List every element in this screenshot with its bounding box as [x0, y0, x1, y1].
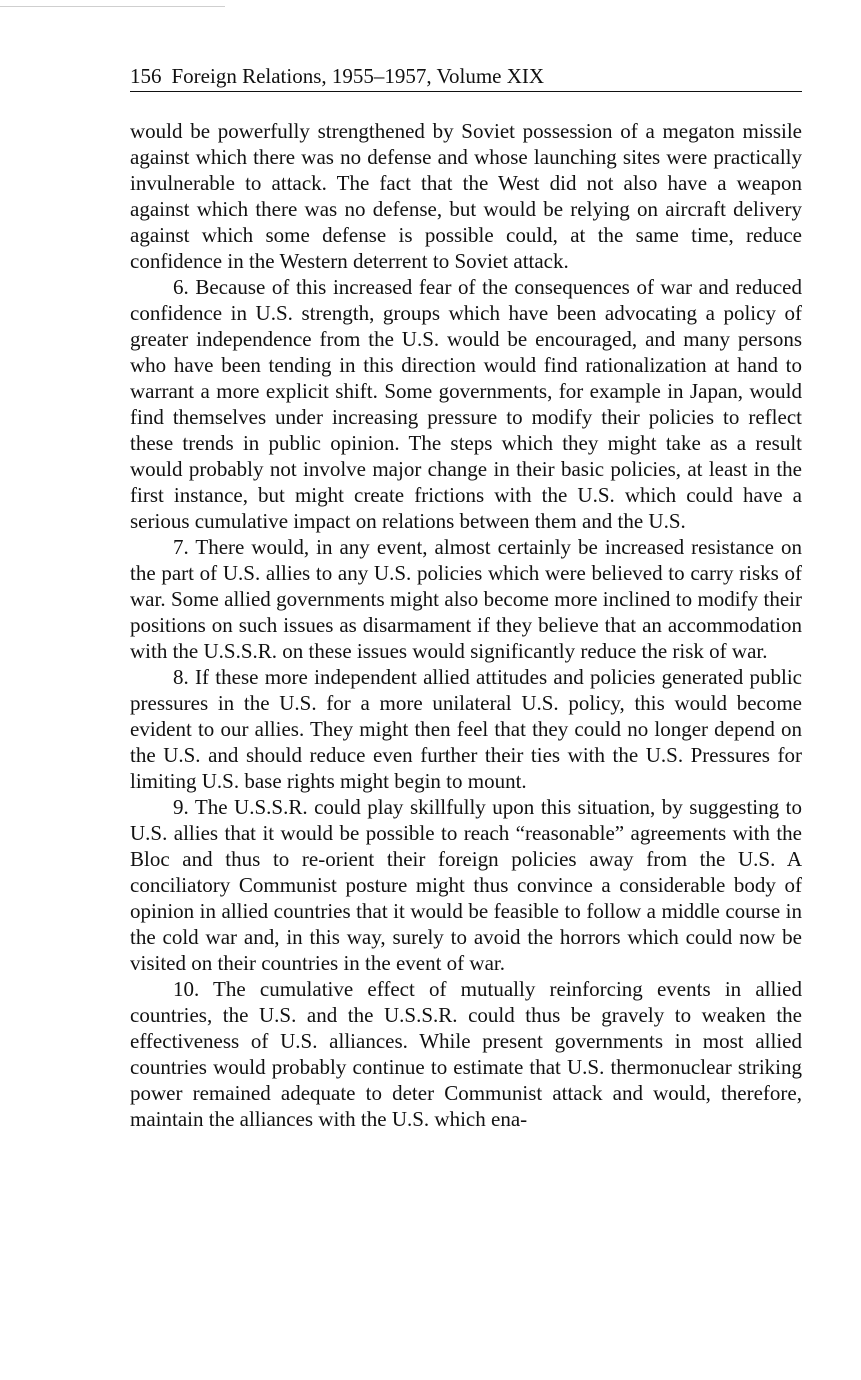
paragraph-continued: would be powerfully strengthened by Soviet possession of a megaton missile against which there was no defense and whose launching sites were practically invulnerable to attack. The fact that the West did not also have a weapon against which there was no defense, but would be relying on aircraft delivery against which some defense is possible could, at the same time, reduce confidence in the Western deterrent to Soviet attack. [130, 119, 802, 273]
top-edge-rule [0, 6, 225, 7]
page-number: 156 [130, 64, 162, 88]
paragraph-7: 7. There would, in any event, almost certainly be increased resistance on the part of U.S. allies to any U.S. policies which were believed to carry risks of war. Some allied governments might also become more inclined to modify their positions on such issues as disarmament if they believe that an accommodation with the U.S.S.R. on these issues would significantly reduce the risk of war. [130, 535, 802, 663]
paragraph-10: 10. The cumulative effect of mutually reinforcing events in allied countries, the U.S. and the U.S.S.R. could thus be gravely to weaken the effectiveness of U.S. alliances. While present governments in most allied countries would probably continue to estimate that U.S. thermonuclear striking power remained adequate to deter Communist attack and would, therefore, maintain the alliances with the U.S. which ena- [130, 977, 802, 1131]
running-head-title: Foreign Relations, 1955–1957, Volume XIX [171, 64, 545, 88]
paragraph-8: 8. If these more independent allied attitudes and policies generated public pressures in the U.S. for a more unilateral U.S. policy, this would become evident to our allies. They might then feel that they could no longer depend on the U.S. and should reduce even further their ties with the U.S. Pressures for limiting U.S. base rights might begin to mount. [130, 665, 802, 793]
paragraph-6: 6. Because of this increased fear of the consequences of war and reduced confidence in U.S. strength, groups which have been advocating a policy of greater independence from the U.S. would be encouraged, and many persons who have been tending in this direction would find rationalization at hand to warrant a more explicit shift. Some governments, for example in Japan, would find themselves under increasing pressure to modify their policies to reflect these trends in public opinion. The steps which they might take as a result would probably not involve major change in their basic policies, at least in the first instance, but might create frictions with the U.S. which could have a serious cumulative impact on relations between them and the U.S. [130, 275, 802, 533]
running-head [130, 64, 802, 92]
paragraph-9: 9. The U.S.S.R. could play skillfully upon this situation, by suggesting to U.S. allies that it would be possible to reach “reasonable” agreements with the Bloc and thus to re-orient their foreign policies away from the U.S. A conciliatory Communist posture might thus convince a considerable body of opinion in allied countries that it would be feasible to follow a middle course in the cold war and, in this way, surely to avoid the horrors which could now be visited on their countries in the event of war. [130, 795, 802, 975]
body-text [130, 118, 802, 1132]
